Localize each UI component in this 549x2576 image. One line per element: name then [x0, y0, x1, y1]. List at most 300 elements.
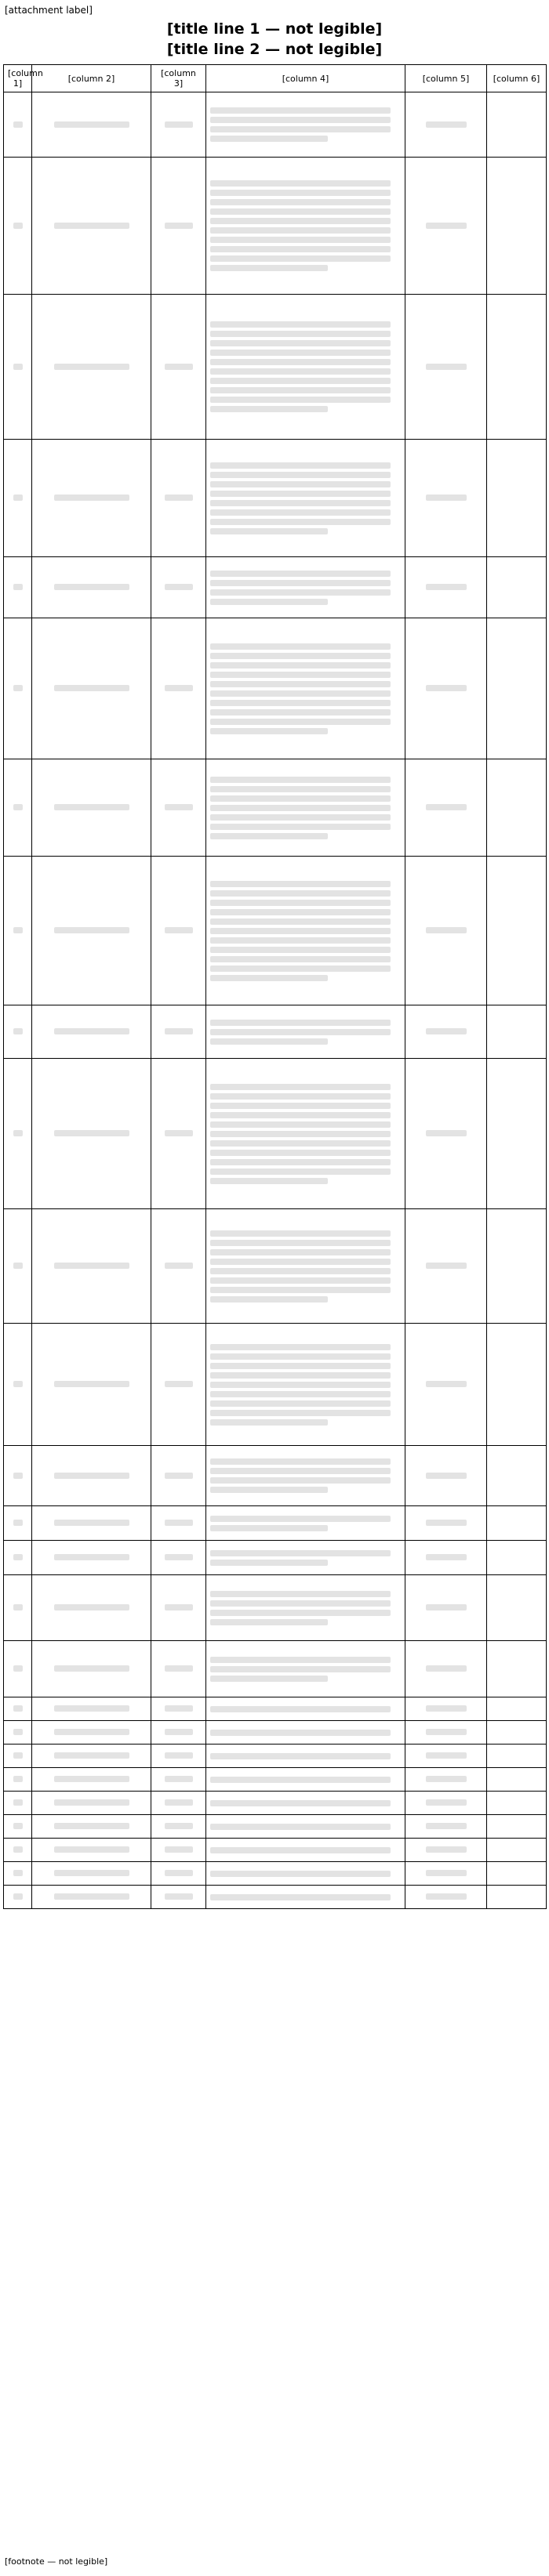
table-cell: [405, 1745, 487, 1768]
table-cell: [405, 618, 487, 759]
illegible-text: [426, 1028, 467, 1034]
illegible-text: [210, 462, 391, 469]
illegible-text: [210, 1619, 328, 1625]
table-cell: [151, 1446, 206, 1506]
illegible-text: [210, 350, 391, 356]
table-row: [4, 1862, 547, 1886]
illegible-text: [210, 937, 391, 944]
illegible-text: [210, 1259, 391, 1265]
illegible-text: [210, 1140, 391, 1147]
illegible-text: [210, 1103, 391, 1109]
column-header: [column 3]: [151, 65, 206, 92]
illegible-text: [54, 1130, 129, 1136]
illegible-text: [54, 1846, 129, 1853]
table-cell: [206, 1721, 405, 1745]
table-cell: [32, 1575, 151, 1641]
illegible-text: [426, 1520, 467, 1526]
illegible-text: [165, 1665, 193, 1672]
illegible-text: [54, 927, 129, 933]
table-row: [4, 1005, 547, 1059]
table-cell: [405, 1862, 487, 1886]
footnote: [footnote — not legible]: [5, 2556, 108, 2567]
table-cell: [206, 857, 405, 1005]
table-cell: [487, 440, 547, 557]
table-cell: [487, 1815, 547, 1839]
illegible-text: [13, 804, 23, 810]
table-cell: [405, 1815, 487, 1839]
table-cell: [151, 857, 206, 1005]
table-cell: [151, 1005, 206, 1059]
illegible-text: [210, 218, 391, 224]
illegible-text: [210, 1150, 391, 1156]
illegible-text: [165, 1752, 193, 1759]
illegible-text: [426, 1381, 467, 1387]
illegible-text: [210, 136, 328, 142]
illegible-text: [210, 1391, 391, 1397]
table-cell: [151, 1697, 206, 1721]
illegible-text: [165, 495, 193, 501]
illegible-text: [54, 1028, 129, 1034]
illegible-text: [210, 368, 391, 375]
table-cell: [405, 1641, 487, 1697]
illegible-text: [210, 1610, 391, 1616]
table-cell: [487, 1446, 547, 1506]
illegible-text: [210, 700, 391, 706]
illegible-text: [13, 1705, 23, 1712]
illegible-text: [210, 255, 391, 262]
table-row: [4, 295, 547, 440]
illegible-text: [210, 519, 391, 525]
illegible-text: [426, 223, 467, 229]
table-cell: [4, 1506, 32, 1541]
illegible-text: [210, 387, 391, 393]
illegible-text: [165, 1520, 193, 1526]
illegible-text: [426, 1130, 467, 1136]
illegible-text: [54, 1381, 129, 1387]
illegible-text: [210, 1477, 391, 1484]
table-cell: [4, 759, 32, 857]
attachment-label: [attachment label]: [5, 5, 93, 16]
table-cell: [4, 557, 32, 618]
table-cell: [151, 295, 206, 440]
table-row: [4, 1697, 547, 1721]
illegible-text: [426, 685, 467, 691]
table-cell: [4, 618, 32, 759]
illegible-text: [210, 571, 391, 577]
table-cell: [4, 1886, 32, 1909]
table-cell: [151, 618, 206, 759]
illegible-text: [426, 1846, 467, 1853]
illegible-text: [426, 495, 467, 501]
illegible-text: [426, 1473, 467, 1479]
table-cell: [32, 1839, 151, 1862]
illegible-text: [54, 1823, 129, 1829]
illegible-text: [210, 1824, 391, 1830]
table-row: [4, 1745, 547, 1768]
table-cell: [405, 1575, 487, 1641]
illegible-text: [210, 890, 391, 897]
illegible-text: [210, 1344, 391, 1350]
illegible-text: [210, 1020, 391, 1026]
illegible-text: [210, 180, 391, 187]
table-cell: [151, 1862, 206, 1886]
illegible-text: [210, 1516, 391, 1522]
table-cell: [487, 1886, 547, 1909]
table-cell: [206, 1059, 405, 1209]
illegible-text: [210, 321, 391, 328]
table-row: [4, 92, 547, 158]
table-cell: [405, 1697, 487, 1721]
table-cell: [487, 1768, 547, 1792]
illegible-text: [165, 685, 193, 691]
table-cell: [206, 1506, 405, 1541]
table-cell: [405, 440, 487, 557]
illegible-text: [210, 199, 391, 205]
table-cell: [405, 1541, 487, 1575]
table-cell: [206, 1815, 405, 1839]
table-cell: [405, 557, 487, 618]
illegible-text: [210, 1468, 391, 1474]
illegible-text: [210, 1871, 391, 1877]
page-title: [title line 1 — not legible]: [166, 20, 383, 38]
illegible-text: [210, 1730, 391, 1736]
illegible-text: [13, 1823, 23, 1829]
table-cell: [405, 1886, 487, 1909]
illegible-text: [165, 1846, 193, 1853]
illegible-text: [210, 472, 391, 478]
table-cell: [206, 1575, 405, 1641]
illegible-text: [165, 1893, 193, 1900]
illegible-text: [210, 909, 391, 915]
table-cell: [4, 158, 32, 295]
table-cell: [405, 1005, 487, 1059]
table-row: [4, 1324, 547, 1446]
table-cell: [405, 92, 487, 158]
table-cell: [405, 1446, 487, 1506]
illegible-text: [210, 331, 391, 337]
illegible-text: [210, 662, 391, 668]
table-cell: [206, 440, 405, 557]
table-row: [4, 759, 547, 857]
illegible-text: [210, 966, 391, 972]
illegible-text: [54, 1473, 129, 1479]
illegible-text: [13, 1473, 23, 1479]
illegible-text: [426, 1823, 467, 1829]
illegible-text: [210, 1591, 391, 1597]
table-cell: [151, 92, 206, 158]
illegible-text: [210, 1178, 328, 1184]
table-cell: [405, 1721, 487, 1745]
table-cell: [206, 1768, 405, 1792]
illegible-text: [54, 804, 129, 810]
illegible-text: [210, 1277, 391, 1284]
illegible-text: [210, 947, 391, 953]
table-cell: [206, 1697, 405, 1721]
table-header-row: [4, 65, 547, 92]
illegible-text: [210, 824, 391, 830]
illegible-text: [210, 1894, 391, 1900]
illegible-text: [210, 126, 391, 132]
table-cell: [32, 1721, 151, 1745]
table-cell: [405, 1059, 487, 1209]
table-cell: [206, 1745, 405, 1768]
illegible-text: [210, 1372, 391, 1379]
illegible-text: [13, 495, 23, 501]
table-row: [4, 557, 547, 618]
illegible-text: [165, 1028, 193, 1034]
table-cell: [487, 1541, 547, 1575]
table-cell: [405, 1506, 487, 1541]
illegible-text: [210, 928, 391, 934]
table-cell: [4, 440, 32, 557]
table-cell: [4, 1815, 32, 1839]
illegible-text: [426, 584, 467, 590]
illegible-text: [210, 265, 328, 271]
table-row: [4, 1792, 547, 1815]
illegible-text: [210, 589, 391, 596]
illegible-text: [426, 121, 467, 128]
illegible-text: [210, 1038, 328, 1045]
illegible-text: [210, 117, 391, 123]
illegible-text: [54, 1729, 129, 1735]
table-cell: [487, 1324, 547, 1446]
table-cell: [4, 1721, 32, 1745]
table-cell: [151, 1815, 206, 1839]
illegible-text: [210, 397, 391, 403]
table-cell: [487, 1575, 547, 1641]
table-cell: [151, 1059, 206, 1209]
illegible-text: [13, 685, 23, 691]
table-cell: [32, 1209, 151, 1324]
illegible-text: [210, 1487, 328, 1493]
illegible-text: [13, 1381, 23, 1387]
illegible-text: [13, 1130, 23, 1136]
table-row: [4, 1839, 547, 1862]
illegible-text: [165, 804, 193, 810]
table-cell: [32, 857, 151, 1005]
table-row: [4, 158, 547, 295]
column-header: [column 5]: [405, 65, 487, 92]
illegible-text: [210, 1410, 391, 1416]
illegible-text: [210, 1029, 391, 1035]
table-cell: [487, 1839, 547, 1862]
table-row: [4, 1059, 547, 1209]
illegible-text: [210, 378, 391, 384]
illegible-text: [210, 1159, 391, 1165]
table-row: [4, 1721, 547, 1745]
illegible-text: [210, 1753, 391, 1759]
illegible-text: [54, 364, 129, 370]
illegible-text: [54, 1752, 129, 1759]
illegible-text: [426, 1893, 467, 1900]
table-row: [4, 440, 547, 557]
table-cell: [151, 1541, 206, 1575]
illegible-text: [165, 584, 193, 590]
illegible-text: [210, 1268, 391, 1274]
table-cell: [487, 1745, 547, 1768]
table-cell: [4, 1641, 32, 1697]
table-row: [4, 857, 547, 1005]
table-cell: [32, 1506, 151, 1541]
illegible-text: [165, 364, 193, 370]
illegible-text: [426, 927, 467, 933]
illegible-text: [210, 1458, 391, 1465]
table-cell: [32, 1641, 151, 1697]
table-cell: [487, 618, 547, 759]
illegible-text: [165, 1776, 193, 1782]
table-cell: [487, 1059, 547, 1209]
table-cell: [32, 618, 151, 759]
illegible-text: [210, 777, 391, 783]
table-cell: [4, 857, 32, 1005]
table-cell: [32, 92, 151, 158]
table-cell: [32, 1324, 151, 1446]
table-cell: [32, 1697, 151, 1721]
table-cell: [32, 1059, 151, 1209]
table-cell: [151, 1839, 206, 1862]
illegible-text: [210, 1560, 328, 1566]
table-cell: [487, 1209, 547, 1324]
illegible-text: [13, 1776, 23, 1782]
table-cell: [151, 1886, 206, 1909]
table-cell: [487, 295, 547, 440]
illegible-text: [210, 1706, 391, 1712]
illegible-text: [165, 1473, 193, 1479]
table-cell: [487, 1005, 547, 1059]
table-cell: [151, 1792, 206, 1815]
table-row: [4, 1541, 547, 1575]
illegible-text: [210, 1400, 391, 1407]
table-cell: [32, 1005, 151, 1059]
illegible-text: [54, 495, 129, 501]
illegible-text: [210, 900, 391, 906]
illegible-text: [210, 1550, 391, 1556]
illegible-text: [426, 1263, 467, 1269]
table-cell: [151, 1575, 206, 1641]
illegible-text: [13, 1870, 23, 1876]
table-cell: [32, 1446, 151, 1506]
illegible-text: [13, 121, 23, 128]
table-cell: [487, 1697, 547, 1721]
column-header: [column 2]: [32, 65, 151, 92]
illegible-text: [210, 1287, 391, 1293]
illegible-text: [13, 364, 23, 370]
illegible-text: [165, 1705, 193, 1712]
illegible-text: [210, 208, 391, 215]
table-row: [4, 1641, 547, 1697]
illegible-text: [165, 1870, 193, 1876]
illegible-text: [210, 340, 391, 346]
illegible-text: [210, 1353, 391, 1360]
table-cell: [405, 158, 487, 295]
illegible-text: [426, 1870, 467, 1876]
illegible-text: [54, 685, 129, 691]
illegible-text: [210, 107, 391, 114]
table-cell: [487, 857, 547, 1005]
table-cell: [32, 1815, 151, 1839]
illegible-text: [54, 1799, 129, 1806]
illegible-text: [426, 1705, 467, 1712]
illegible-text: [165, 1604, 193, 1610]
illegible-text: [210, 1847, 391, 1853]
table-row: [4, 1886, 547, 1909]
table-cell: [151, 1641, 206, 1697]
table-cell: [32, 759, 151, 857]
table-cell: [4, 1446, 32, 1506]
illegible-text: [210, 1363, 391, 1369]
table-cell: [206, 1209, 405, 1324]
table-cell: [487, 1641, 547, 1697]
illegible-text: [210, 246, 391, 252]
table-cell: [4, 1209, 32, 1324]
table-cell: [206, 618, 405, 759]
illegible-text: [165, 223, 193, 229]
table-cell: [4, 1697, 32, 1721]
illegible-text: [54, 1520, 129, 1526]
table-row: [4, 1815, 547, 1839]
illegible-text: [210, 227, 391, 234]
illegible-text: [165, 1263, 193, 1269]
table-cell: [405, 1324, 487, 1446]
illegible-text: [210, 528, 328, 534]
illegible-text: [210, 672, 391, 678]
illegible-text: [426, 1554, 467, 1560]
illegible-text: [426, 1665, 467, 1672]
table-cell: [206, 1324, 405, 1446]
illegible-text: [210, 1084, 391, 1090]
illegible-text: [13, 1665, 23, 1672]
table-row: [4, 1768, 547, 1792]
table-cell: [32, 440, 151, 557]
illegible-text: [210, 719, 391, 725]
illegible-text: [13, 1263, 23, 1269]
illegible-text: [210, 1131, 391, 1137]
table-cell: [206, 1886, 405, 1909]
table-cell: [405, 857, 487, 1005]
table-cell: [32, 1745, 151, 1768]
illegible-text: [426, 1729, 467, 1735]
illegible-text: [165, 1799, 193, 1806]
illegible-text: [210, 1230, 391, 1237]
illegible-text: [210, 190, 391, 196]
illegible-text: [210, 481, 391, 487]
illegible-text: [13, 1752, 23, 1759]
column-header: [column 1]: [4, 65, 32, 92]
table-cell: [151, 1745, 206, 1768]
illegible-text: [210, 1525, 328, 1531]
illegible-text: [165, 1823, 193, 1829]
table-row: [4, 1575, 547, 1641]
table-cell: [405, 759, 487, 857]
table-cell: [4, 1792, 32, 1815]
table-cell: [151, 440, 206, 557]
illegible-text: [210, 728, 328, 734]
illegible-text: [13, 927, 23, 933]
illegible-text: [210, 1121, 391, 1128]
table-cell: [32, 1862, 151, 1886]
table-cell: [151, 759, 206, 857]
table-cell: [405, 1792, 487, 1815]
illegible-text: [210, 1112, 391, 1118]
table-cell: [405, 1839, 487, 1862]
illegible-text: [210, 1093, 391, 1100]
illegible-text: [54, 1776, 129, 1782]
illegible-text: [426, 1752, 467, 1759]
table-row: [4, 1446, 547, 1506]
illegible-text: [210, 500, 391, 506]
table-cell: [206, 759, 405, 857]
illegible-text: [13, 1604, 23, 1610]
